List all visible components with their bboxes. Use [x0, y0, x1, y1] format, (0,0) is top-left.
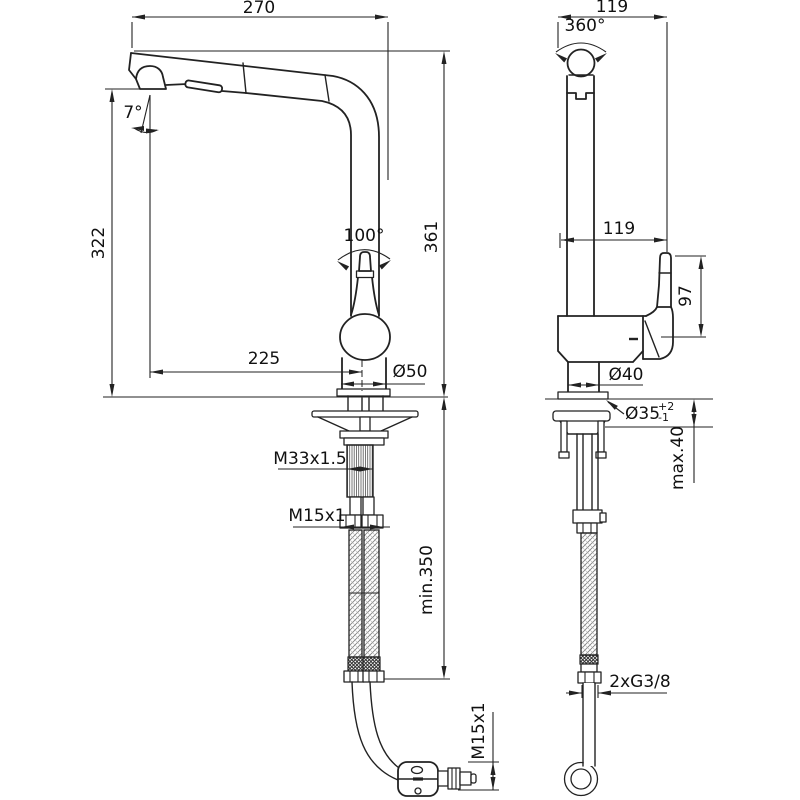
shank-connector-tab [600, 513, 606, 522]
stud-left [561, 421, 567, 452]
front-view [129, 53, 476, 796]
braided-hose-side [581, 533, 597, 655]
spray-connector-ridged [448, 768, 460, 789]
hose-nut-side [578, 672, 601, 683]
dim-base-dia-label: Ø50 [392, 362, 428, 382]
spout-inner-edge [246, 93, 351, 316]
dim-hole-tol-plus: +2 [658, 400, 675, 413]
dimension-annotations [89, 0, 706, 790]
dim-hose-thread-label: M15x1 [288, 506, 346, 526]
spray-hose-inner [370, 682, 399, 768]
dim-depth-top-label: 119 [595, 0, 629, 17]
head-joint-lines [243, 63, 329, 101]
stud-nut-left [559, 452, 569, 458]
stabilizer-plate-side [553, 411, 610, 421]
mount-nut-1 [340, 431, 388, 438]
hose-end-nut-left [344, 671, 364, 682]
spray-outlet-dome [136, 66, 166, 89]
spray-hose-loop-inner [571, 769, 591, 789]
spout-head-top [568, 50, 595, 77]
check-valve-screw-bottom [415, 788, 421, 794]
dim-spout-reach-label: 225 [247, 349, 281, 369]
dim-lever-height-label: 97 [676, 285, 696, 307]
base-flange-side [558, 392, 608, 399]
shank-connector [573, 510, 602, 523]
body-left [558, 316, 568, 362]
hose-band-side [581, 664, 597, 672]
body-bottom [568, 351, 643, 362]
hose-tail-right [363, 497, 374, 515]
lever-housing-corner [646, 307, 657, 316]
stabilizer-plate [312, 411, 418, 417]
column-edges [567, 76, 594, 316]
dim-overall-height-label: 361 [422, 220, 442, 254]
mount-tab [360, 417, 370, 431]
mount-stem [348, 396, 383, 411]
dim-hole-dia-label: Ø35 [625, 404, 661, 424]
head-shoulder [567, 93, 594, 99]
lever-collar [357, 271, 374, 278]
spray-hose-cover [584, 683, 595, 766]
lever-housing-diagonal [645, 321, 659, 357]
lever-neck-left [351, 277, 358, 315]
head-underside [166, 84, 187, 85]
check-valve-screw-top [412, 767, 423, 774]
spray-connector-cap [471, 774, 476, 783]
head-underside-2 [222, 91, 246, 93]
dim-supply-thread-label: 2xG3/8 [609, 672, 671, 692]
dim-spout-width-label: 270 [242, 0, 276, 18]
spray-connector-neck [438, 771, 448, 786]
dim-body-dia-label: Ø40 [608, 365, 644, 385]
dim-spray-thread-label: M15x1 [469, 702, 489, 760]
stud-right [598, 421, 604, 452]
spray-hose-outer [352, 682, 398, 780]
dim-outlet-height-label: 322 [89, 226, 109, 260]
spray-connector-tip [460, 772, 471, 785]
base-cylinder-side [568, 362, 599, 392]
mixer-ball-body [340, 314, 390, 360]
dim-lever-depth-label: 119 [602, 219, 636, 239]
angle-outlet-label: 7° [123, 103, 143, 123]
hose-ferrule-side [580, 655, 598, 664]
lever-neck-right [372, 277, 379, 315]
hose-end-nut-right [363, 671, 384, 682]
dim-min-clearance-label: min.350 [417, 545, 437, 615]
dim-hole-tol-minus: -1 [658, 411, 669, 424]
base-flange [337, 389, 390, 396]
head-left-edge [129, 53, 136, 79]
dim-270-lines [132, 17, 388, 180]
angle-lever-label: 100° [343, 226, 385, 246]
angle-swivel-label: 360° [564, 16, 606, 36]
hose-ferrule-left [348, 657, 363, 671]
hose-tail-left [350, 497, 361, 515]
shank-tube [577, 434, 598, 510]
spout-outer-edge [131, 53, 379, 316]
hose-ferrule-right [363, 657, 380, 671]
dim-max-deck-label: max.40 [668, 425, 688, 491]
lever-handle-side [657, 253, 671, 307]
head-grip-slot [185, 80, 223, 93]
dim-body-thread-label: M33x1.5 [273, 449, 347, 469]
lever-handle [359, 252, 371, 271]
mount-nut-2 [344, 438, 384, 445]
shank-block [577, 523, 597, 533]
